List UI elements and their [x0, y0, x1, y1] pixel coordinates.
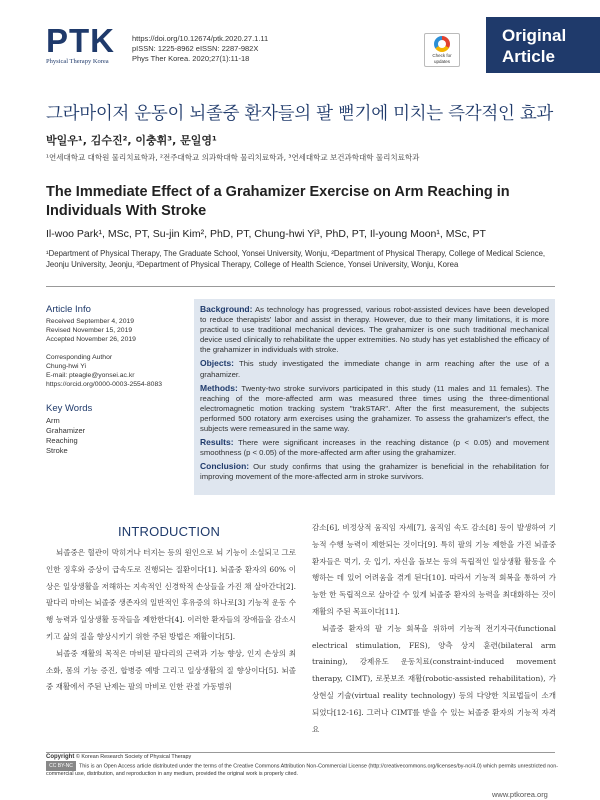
- journal-website-link[interactable]: www.ptkorea.org: [492, 790, 548, 799]
- abstract-results: [200, 437, 549, 458]
- methods-text: Twenty-two stroke survivors participated in this study (11 males and 11 females). The reaching of the more-affected arm was measured three times using the three-dimentional electromagnetic motion tracking system "trakSTAR". After the first measurement, the subjects performed 500 rotatory arm exercises using the grahamizer. To assess the grahamizer's effect, the subjects were remeasured in the same way.: [200, 383, 549, 434]
- check-for-label: Check for: [432, 53, 452, 58]
- article-meta: [132, 34, 268, 64]
- keyword-item: Stroke: [46, 446, 68, 456]
- corresponding-author-label: Corresponding Author: [46, 353, 113, 361]
- english-authors: Il-woo Park¹, MSc, PT, Su-jin Kim², PhD, PT, Chung-hwi Yi³, PhD, PT, Il-young Moon¹, MSc, PT: [46, 228, 486, 240]
- cc-license-icon[interactable]: CC BY-NC: [46, 761, 76, 771]
- conclusion-label: Conclusion:: [200, 461, 250, 472]
- abstract-methods: [200, 383, 549, 434]
- keyword-item: Grahamizer: [46, 426, 86, 436]
- korean-affiliations: ¹연세대학교 대학원 물리치료학과, ²전주대학교 의과학대학 물리치료학과, ³연세대학교 보건과학대학 물리치료학과: [46, 153, 420, 162]
- keyword-item: Reaching: [46, 436, 78, 446]
- body-paragraph: 뇌졸중은 혈관이 막히거나 터지는 등의 원인으로 뇌 기능이 소실되고 그로 인한 징후와 증상이 급속도로 진행되는 질환이다[1]. 뇌졸중 환자의 60% 이상은 일상생활을 저해하는 지속적인 신경학적 손상들을 가진 채 살아간다[2]. 팔다리 마비는 뇌졸중 생존자의 일반적인 후유증의 하나로[3] 기능적 운동 수행 능력과 일상생활 동작들을 제한한다[4]. 이러한 환자들의 장애들을 감소시키고 삶의 질을 향상시키기 위한 주된 방법은 재활이다[5].: [46, 548, 296, 641]
- body-paragraph: 뇌졸중 환자의 팔 기능 회복을 위하여 기능적 전기자극(functional electrical stimulation, FES), 양측 상지 훈련(bilateral arm training), 강제유도 운동치료(constraint-induced movement therapy, CIMT), 로봇보조 재활(robotic-assisted rehabilitation), 가상현실 기술(virtual reality technology) 등의 다양한 치료법들이 소개되었다[12-16]. 그러나 CIMT를 받을 수 있는 뇌졸중 환자의 기능적 자격 요: [312, 623, 556, 734]
- article-type-badge: [486, 17, 600, 73]
- article-type-line-1: Original: [502, 26, 567, 45]
- objects-label: Objects:: [200, 358, 235, 369]
- keywords-heading: Key Words: [46, 403, 93, 415]
- footer-divider: [46, 752, 555, 753]
- copyright-notice: [46, 754, 566, 778]
- abstract-objects: [200, 358, 549, 379]
- background-label: Background:: [200, 304, 253, 314]
- body-paragraph: 뇌졸중 재활의 목적은 마비된 팔다리의 근력과 기능 향상, 인지 손상의 최소화, 몸의 기능 증진, 합병증 예방 그리고 일상생활의 질 향상이다[5]. 뇌졸중 재활에서 주된 난제는 팔의 마비로 인한 관절 가동범위: [46, 648, 296, 692]
- journal-logo: PTK: [46, 22, 115, 59]
- article-type-line-2: Article: [502, 47, 555, 66]
- copyright-holder: © Korean Research Society of Physical Therapy: [75, 754, 192, 760]
- article-info-heading: Article Info: [46, 304, 91, 315]
- korean-authors: 박일우¹, 김수진², 이충휘³, 문일영¹: [46, 134, 217, 147]
- doi-link[interactable]: https://doi.org/10.12674/ptk.2020.27.1.11: [132, 34, 269, 43]
- background-text: As technology has progressed, various robot-assisted devices have been developed to reduce therapists' labor and assist in therapy. However, due to their many limitations, it is more practical to use traditional mechanical devices. The grahamizer is one such traditional mechanical device used clinically to rehabilitate the upper extremities. No study has yet established the efficacy of the grahamizer in individuals with stroke.: [200, 305, 550, 355]
- copyright-label: Copyright: [46, 754, 75, 760]
- orcid-link[interactable]: https://orcid.org/0000-0003-2554-8083: [46, 381, 163, 389]
- abstract-box: [194, 299, 555, 495]
- received-date: Received September 4, 2019: [46, 318, 135, 325]
- journal-header: [0, 0, 600, 88]
- crossmark-icon: [434, 36, 450, 52]
- body-column-right: [312, 520, 556, 738]
- corresponding-author-name: Chung-hwi Yi: [46, 362, 87, 370]
- issn: pISSN: 1225-8962 eISSN: 2287-982X: [132, 44, 259, 53]
- citation: Phys Ther Korea. 2020;27(1):11-18: [132, 54, 250, 63]
- article-info-panel: [46, 304, 186, 456]
- journal-logo-subtitle: Physical Therapy Korea: [46, 58, 109, 65]
- revised-date: Revised November 15, 2019: [46, 327, 133, 335]
- results-text: There were significant increases in the reaching distance (p < 0.05) and movement smoothness (p < 0.05) of the more-affected arm after using the grahamizer.: [200, 438, 549, 458]
- english-title: The Immediate Effect of a Grahamizer Exercise on Arm Reaching in Individuals With Stroke: [46, 184, 510, 219]
- objects-text: This study investigated the immediate change in arm reaching after the use of a grahamizer.: [200, 359, 550, 379]
- body-paragraph: 감소[6], 비정상적 움직임 자세[7], 움직임 속도 감소[8] 등이 발생하여 기능적 수행 능력이 제한되는 것이다[9]. 특히 팔의 기능 제한을 가진 뇌졸중 환자들은 먹기, 옷 입기, 자신을 돌보는 등의 독립적인 일상생활 활동을 수행하는 데 있어 어려움을 겪게 된다[10]. 따라서 기능적 회복을 통하여 가능한 한 독립적으로 살아갈 수 있게 뇌졸중 환자의 능력을 최대화하는 것이 재활의 주된 목표이다[11].: [312, 523, 556, 616]
- abstract-background: [200, 304, 549, 355]
- english-affiliations: ¹Department of Physical Therapy, The Graduate School, Yonsei University, Wonju, ²Department of Physical Therapy, College of Medical Science, Jeonju University, Jeonju, ³Department of Physical Therapy, College of Health Science, Yonsei University, Wonju, Korea: [46, 249, 546, 269]
- results-label: Results:: [200, 437, 234, 448]
- conclusion-text: Our study confirms that using the grahamizer is beneficial in the rehabilitation for improving movement of the more-affected arm in stroke survivors.: [200, 462, 549, 482]
- abstract-conclusion: [200, 461, 549, 482]
- updates-label: updates: [433, 59, 450, 64]
- body-column-left: [46, 545, 296, 696]
- check-for-updates-button[interactable]: [424, 33, 460, 67]
- keyword-item: Arm: [46, 416, 60, 426]
- korean-title: 그라마이저 운동이 뇌졸중 환자들의 팔 뻗기에 미치는 즉각적인 효과: [46, 104, 554, 124]
- corresponding-email[interactable]: E-mail: pteagle@yonsei.ac.kr: [46, 372, 135, 380]
- methods-label: Methods:: [200, 382, 238, 393]
- accepted-date: Accepted November 26, 2019: [46, 336, 136, 344]
- license-text: This is an Open Access article distributed under the terms of the Creative Commons Attribution Non-Commercial License (http://creativecommons.org/licenses/by-nc/4.0) which permits unrestricted non-commercial use, distribution, and reproduction in any medium, provided the original work is properly cited.: [46, 763, 559, 777]
- title-divider: [46, 286, 555, 287]
- introduction-heading: INTRODUCTION: [118, 524, 221, 539]
